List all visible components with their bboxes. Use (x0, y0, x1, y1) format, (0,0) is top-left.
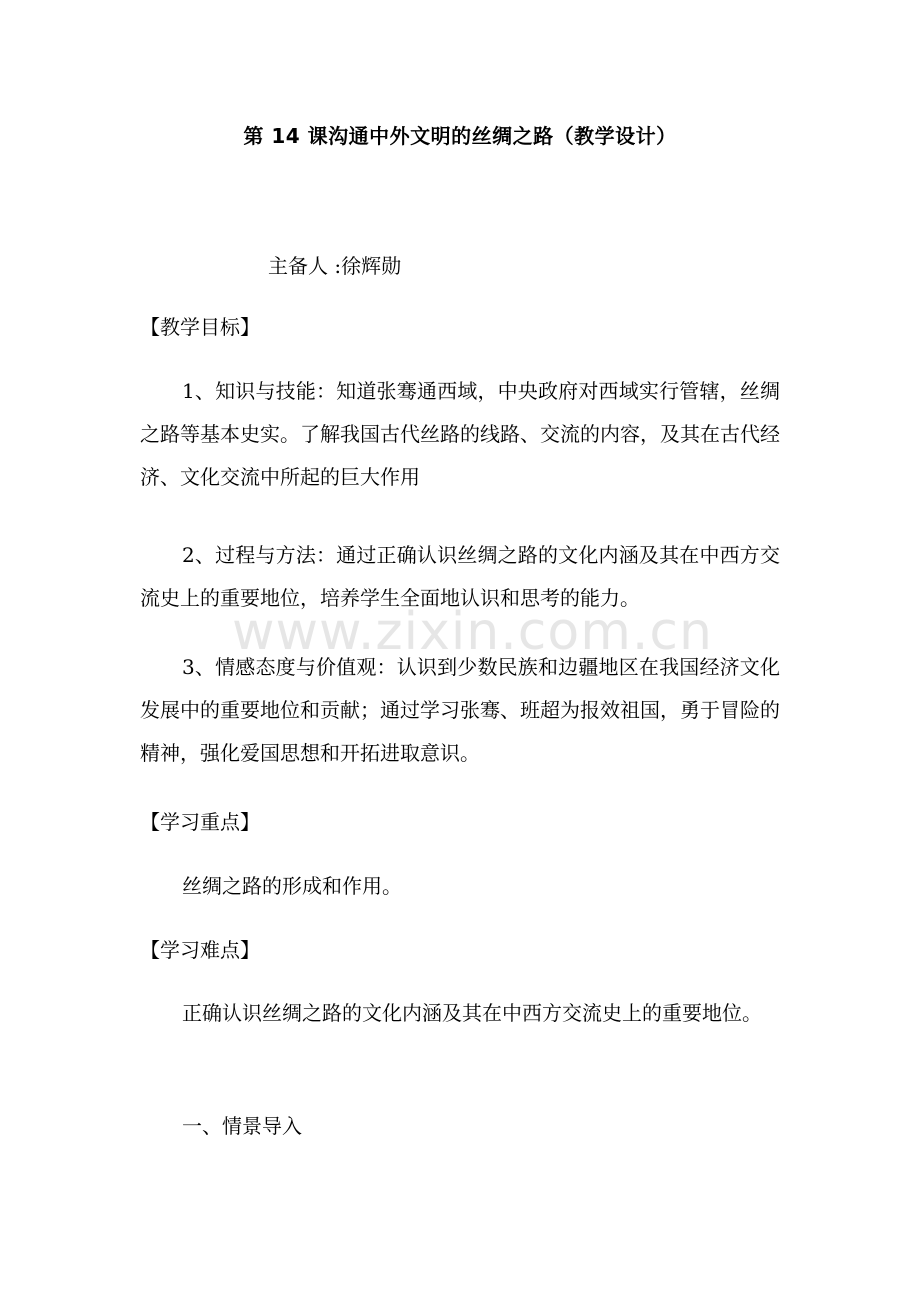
author-line: 主备人 :徐辉勋 (268, 254, 402, 278)
objective-knowledge: 1、知识与技能：知道张骞通西域，中央政府对西域实行管辖，丝绸之路等基本史实。了解我国古代丝路的线路、交流的内容，及其在古代经济、文化交流中所起的巨大作用 (140, 379, 780, 489)
step-intro-heading: 一、情景导入 (182, 1114, 302, 1138)
focus-heading: 【学习重点】 (140, 810, 260, 834)
difficulty-heading: 【学习难点】 (140, 938, 260, 962)
document-title: 第 14 课沟通中外文明的丝绸之路（教学设计） (243, 124, 677, 148)
watermark: www.zixin.com.cn (232, 602, 713, 662)
difficulty-text: 正确认识丝绸之路的文化内涵及其在中西方交流史上的重要地位。 (182, 1001, 762, 1025)
objective-process: 2、过程与方法：通过正确认识丝绸之路的文化内涵及其在中西方交流史上的重要地位，培养学生全面地认识和思考的能力。 (140, 543, 780, 610)
objective-attitude: 3、情感态度与价值观：认识到少数民族和边疆地区在我国经济文化发展中的重要地位和贡献；通过学习张骞、班超为报效祖国，勇于冒险的精神，强化爱国思想和开拓进取意识。 (140, 655, 780, 765)
focus-text: 丝绸之路的形成和作用。 (182, 874, 402, 898)
objectives-heading: 【教学目标】 (140, 315, 260, 339)
